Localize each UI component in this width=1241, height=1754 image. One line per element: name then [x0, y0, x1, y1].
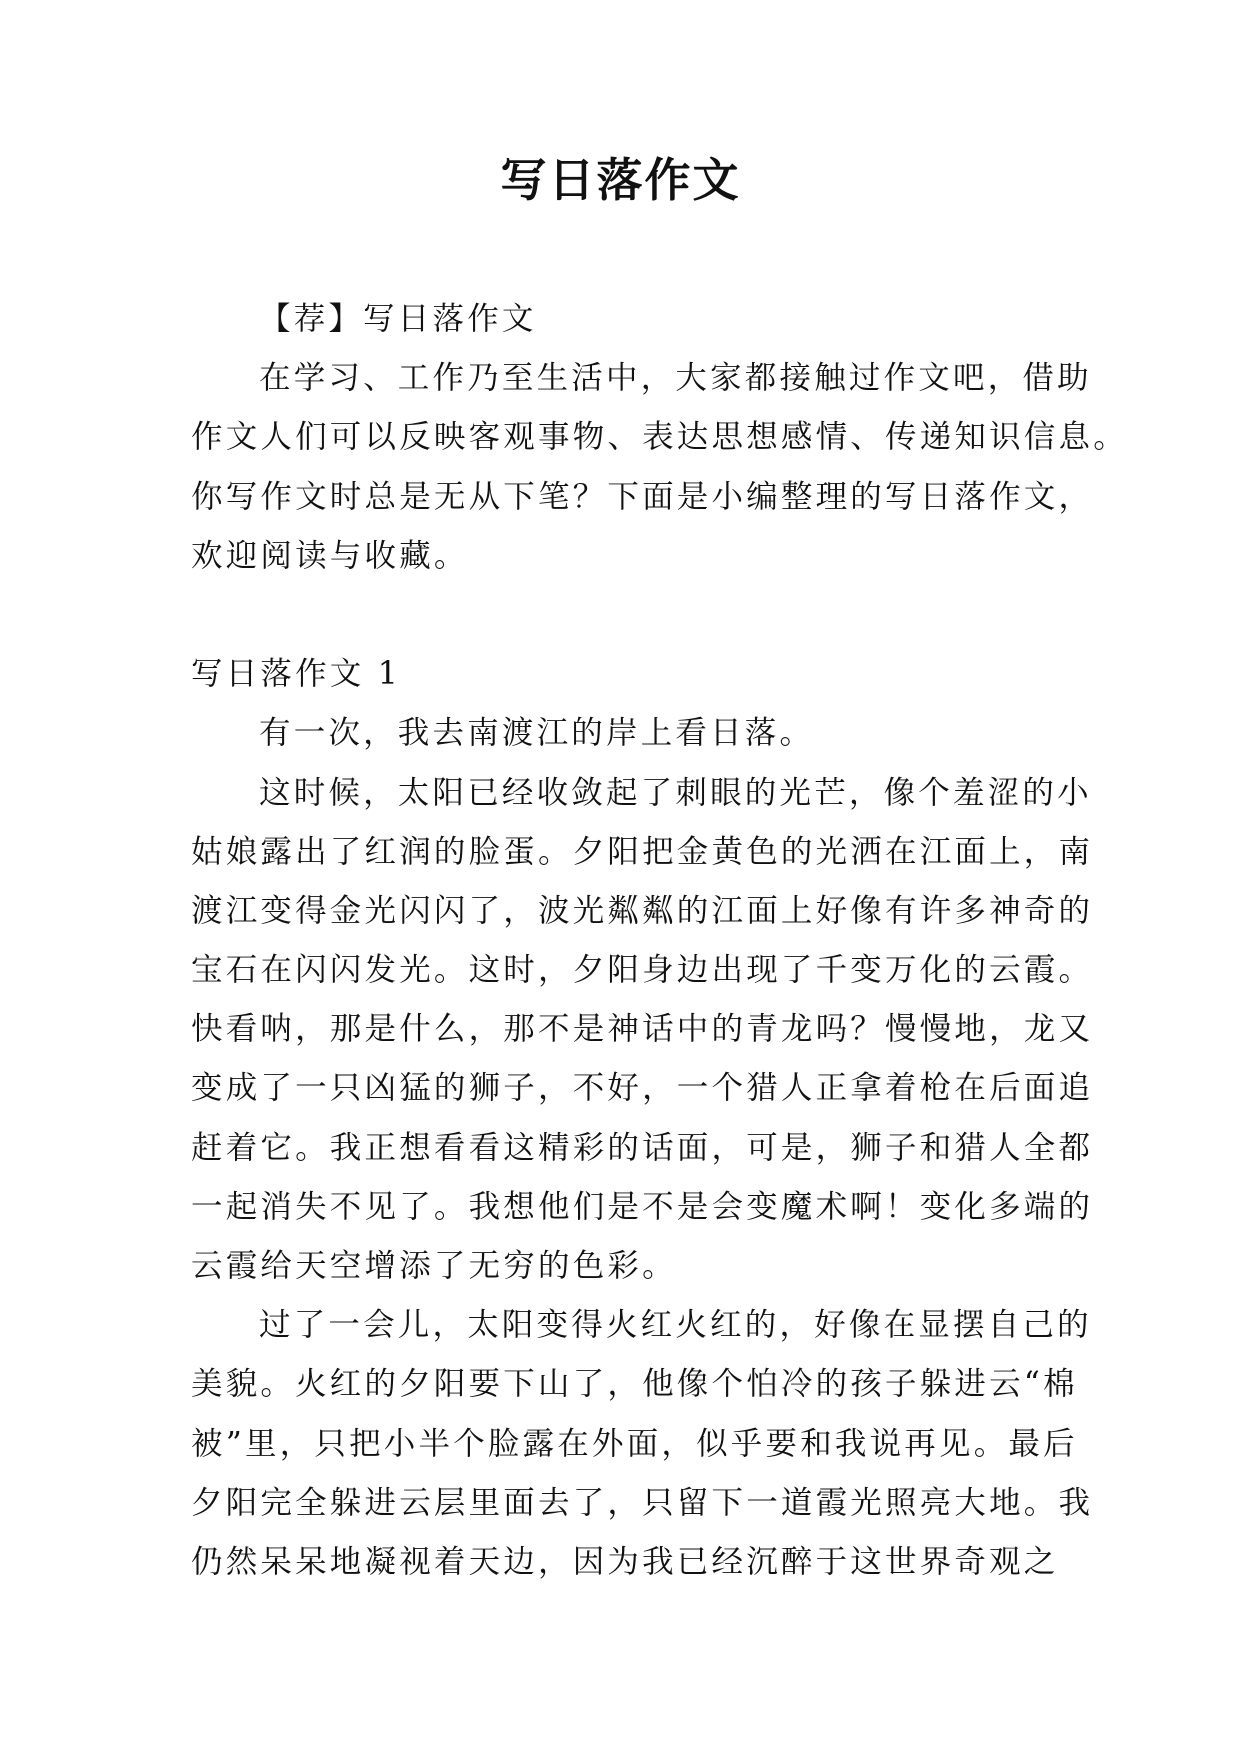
text-line: 你写作文时总是无从下笔？下面是小编整理的写日落作文， [191, 478, 1094, 515]
text-line: 过了一会儿，太阳变得火红火红的，好像在显摆自己的 [259, 1307, 1092, 1344]
text-line: 一起消失不见了。我想他们是不是会变魔术啊！变化多端的 [191, 1188, 1094, 1225]
text-line: 这时候，太阳已经收敛起了刺眼的光芒，像个羞涩的小 [259, 774, 1092, 811]
text-line: 快看呐，那是什么，那不是神话中的青龙吗？慢慢地，龙又 [191, 1011, 1094, 1048]
text-line: 渡江变得金光闪闪了，波光粼粼的江面上好像有许多神奇的 [191, 892, 1094, 929]
text-line: 仍然呆呆地凝视着天边，因为我已经沉醉于这世界奇观之 [191, 1543, 1059, 1580]
text-line: 变成了一只凶猛的狮子，不好，一个猎人正拿着枪在后面追 [191, 1070, 1094, 1107]
text-line: 被”里，只把小半个脸露在外面，似乎要和我说再见。最后 [191, 1425, 1078, 1462]
text-line: 夕阳完全躲进云层里面去了，只留下一道霞光照亮大地。我 [191, 1484, 1094, 1521]
text-line: 【荐】写日落作文 [259, 301, 537, 337]
text-line: 姑娘露出了红润的脸蛋。夕阳把金黄色的光洒在江面上，南 [191, 833, 1094, 870]
text-line: 在学习、工作乃至生活中，大家都接触过作文吧，借助 [259, 360, 1092, 397]
text-line: 欢迎阅读与收藏。 [191, 537, 469, 574]
document-body [191, 290, 1128, 1592]
section-heading: 写日落作文 1 [191, 656, 401, 693]
paragraph-gap [191, 586, 1051, 645]
text-line: 赶着它。我正想看看这精彩的话面，可是，狮子和猎人全都 [191, 1129, 1094, 1166]
text-line: 云霞给天空增添了无穷的色彩。 [191, 1248, 677, 1284]
text-line: 有一次，我去南渡江的岸上看日落。 [259, 715, 815, 752]
text-line: 宝石在闪闪发光。这时，夕阳身边出现了千变万化的云霞。 [191, 952, 1094, 989]
document-title: 写日落作文 [500, 153, 741, 207]
text-line: 美貌。火红的夕阳要下山了，他像个怕冷的孩子躲进云“棉 [191, 1366, 1078, 1403]
text-line: 作文人们可以反映客观事物、表达思想感情、传递知识信息。 [191, 419, 1128, 456]
